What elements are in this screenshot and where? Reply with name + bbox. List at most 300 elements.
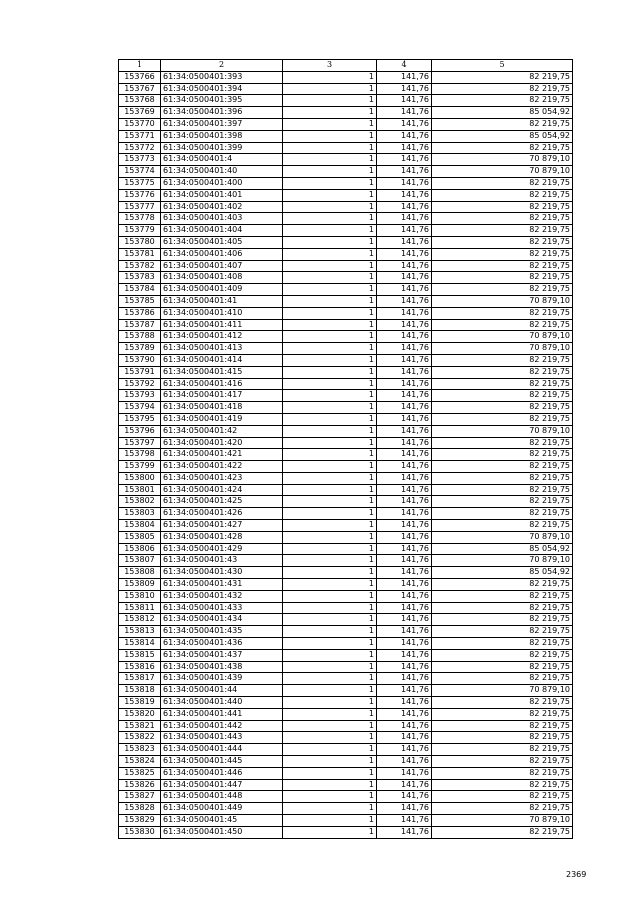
quantity-cell: 1 <box>283 638 377 650</box>
row-number-cell: 153785 <box>119 295 161 307</box>
table-row <box>119 307 573 319</box>
table-row <box>119 626 573 638</box>
value-cell: 85 054,92 <box>432 543 573 555</box>
row-number-cell: 153812 <box>119 614 161 626</box>
area-cell: 141,76 <box>377 331 432 343</box>
cadastral-number-cell: 61:34:0500401:415 <box>161 366 283 378</box>
area-cell: 141,76 <box>377 484 432 496</box>
quantity-cell: 1 <box>283 543 377 555</box>
quantity-cell: 1 <box>283 779 377 791</box>
value-cell: 82 219,75 <box>432 71 573 83</box>
cadastral-number-cell: 61:34:0500401:414 <box>161 354 283 366</box>
value-cell: 82 219,75 <box>432 248 573 260</box>
quantity-cell: 1 <box>283 791 377 803</box>
value-cell: 70 879,10 <box>432 331 573 343</box>
header-row <box>119 60 573 72</box>
table-row <box>119 815 573 827</box>
quantity-cell: 1 <box>283 201 377 213</box>
table-row <box>119 484 573 496</box>
table-row <box>119 602 573 614</box>
row-number-cell: 153817 <box>119 673 161 685</box>
value-cell: 82 219,75 <box>432 614 573 626</box>
cadastral-number-cell: 61:34:0500401:398 <box>161 130 283 142</box>
row-number-cell: 153797 <box>119 437 161 449</box>
quantity-cell: 1 <box>283 378 377 390</box>
value-cell: 82 219,75 <box>432 803 573 815</box>
area-cell: 141,76 <box>377 649 432 661</box>
cadastral-number-cell: 61:34:0500401:45 <box>161 815 283 827</box>
cadastral-number-cell: 61:34:0500401:438 <box>161 661 283 673</box>
area-cell: 141,76 <box>377 449 432 461</box>
row-number-cell: 153771 <box>119 130 161 142</box>
row-number-cell: 153814 <box>119 638 161 650</box>
row-number-cell: 153806 <box>119 543 161 555</box>
table-row <box>119 154 573 166</box>
cadastral-number-cell: 61:34:0500401:420 <box>161 437 283 449</box>
row-number-cell: 153824 <box>119 756 161 768</box>
cadastral-number-cell: 61:34:0500401:40 <box>161 166 283 178</box>
row-number-cell: 153811 <box>119 602 161 614</box>
value-cell: 82 219,75 <box>432 449 573 461</box>
cadastral-number-cell: 61:34:0500401:411 <box>161 319 283 331</box>
cadastral-number-cell: 61:34:0500401:409 <box>161 284 283 296</box>
area-cell: 141,76 <box>377 708 432 720</box>
row-number-cell: 153801 <box>119 484 161 496</box>
area-cell: 141,76 <box>377 744 432 756</box>
value-cell: 82 219,75 <box>432 697 573 709</box>
table-row <box>119 260 573 272</box>
quantity-cell: 1 <box>283 213 377 225</box>
cadastral-number-cell: 61:34:0500401:423 <box>161 472 283 484</box>
quantity-cell: 1 <box>283 331 377 343</box>
value-cell: 70 879,10 <box>432 685 573 697</box>
table-row <box>119 779 573 791</box>
area-cell: 141,76 <box>377 520 432 532</box>
quantity-cell: 1 <box>283 402 377 414</box>
quantity-cell: 1 <box>283 284 377 296</box>
area-cell: 141,76 <box>377 791 432 803</box>
quantity-cell: 1 <box>283 508 377 520</box>
quantity-cell: 1 <box>283 472 377 484</box>
area-cell: 141,76 <box>377 579 432 591</box>
value-cell: 82 219,75 <box>432 83 573 95</box>
area-cell: 141,76 <box>377 272 432 284</box>
cadastral-number-cell: 61:34:0500401:437 <box>161 649 283 661</box>
value-cell: 82 219,75 <box>432 260 573 272</box>
cadastral-number-cell: 61:34:0500401:418 <box>161 402 283 414</box>
area-cell: 141,76 <box>377 461 432 473</box>
quantity-cell: 1 <box>283 602 377 614</box>
table-row <box>119 402 573 414</box>
row-number-cell: 153795 <box>119 413 161 425</box>
quantity-cell: 1 <box>283 248 377 260</box>
row-number-cell: 153813 <box>119 626 161 638</box>
quantity-cell: 1 <box>283 461 377 473</box>
table-row <box>119 130 573 142</box>
table-row <box>119 567 573 579</box>
quantity-cell: 1 <box>283 720 377 732</box>
row-number-cell: 153777 <box>119 201 161 213</box>
row-number-cell: 153768 <box>119 95 161 107</box>
value-cell: 82 219,75 <box>432 708 573 720</box>
table-row <box>119 425 573 437</box>
table-row <box>119 378 573 390</box>
table-row <box>119 272 573 284</box>
column-header-1: 1 <box>119 60 161 72</box>
table-row <box>119 319 573 331</box>
area-cell: 141,76 <box>377 697 432 709</box>
value-cell: 82 219,75 <box>432 437 573 449</box>
table-row <box>119 520 573 532</box>
row-number-cell: 153787 <box>119 319 161 331</box>
value-cell: 82 219,75 <box>432 236 573 248</box>
table-row <box>119 95 573 107</box>
value-cell: 85 054,92 <box>432 130 573 142</box>
row-number-cell: 153783 <box>119 272 161 284</box>
value-cell: 82 219,75 <box>432 590 573 602</box>
row-number-cell: 153773 <box>119 154 161 166</box>
table-row <box>119 826 573 838</box>
row-number-cell: 153808 <box>119 567 161 579</box>
cadastral-number-cell: 61:34:0500401:425 <box>161 496 283 508</box>
table-row <box>119 213 573 225</box>
cadastral-number-cell: 61:34:0500401:432 <box>161 590 283 602</box>
row-number-cell: 153774 <box>119 166 161 178</box>
value-cell: 82 219,75 <box>432 673 573 685</box>
cadastral-number-cell: 61:34:0500401:402 <box>161 201 283 213</box>
quantity-cell: 1 <box>283 343 377 355</box>
row-number-cell: 153798 <box>119 449 161 461</box>
area-cell: 141,76 <box>377 425 432 437</box>
quantity-cell: 1 <box>283 413 377 425</box>
quantity-cell: 1 <box>283 826 377 838</box>
value-cell: 82 219,75 <box>432 402 573 414</box>
cadastral-number-cell: 61:34:0500401:401 <box>161 189 283 201</box>
row-number-cell: 153789 <box>119 343 161 355</box>
area-cell: 141,76 <box>377 354 432 366</box>
value-cell: 82 219,75 <box>432 307 573 319</box>
table-row <box>119 390 573 402</box>
area-cell: 141,76 <box>377 83 432 95</box>
area-cell: 141,76 <box>377 685 432 697</box>
table-row <box>119 661 573 673</box>
cadastral-number-cell: 61:34:0500401:399 <box>161 142 283 154</box>
value-cell: 82 219,75 <box>432 579 573 591</box>
row-number-cell: 153823 <box>119 744 161 756</box>
value-cell: 82 219,75 <box>432 413 573 425</box>
value-cell: 82 219,75 <box>432 649 573 661</box>
value-cell: 82 219,75 <box>432 272 573 284</box>
value-cell: 82 219,75 <box>432 779 573 791</box>
cadastral-number-cell: 61:34:0500401:429 <box>161 543 283 555</box>
table-row <box>119 107 573 119</box>
area-cell: 141,76 <box>377 95 432 107</box>
quantity-cell: 1 <box>283 154 377 166</box>
quantity-cell: 1 <box>283 579 377 591</box>
value-cell: 82 219,75 <box>432 354 573 366</box>
row-number-cell: 153804 <box>119 520 161 532</box>
area-cell: 141,76 <box>377 567 432 579</box>
row-number-cell: 153790 <box>119 354 161 366</box>
quantity-cell: 1 <box>283 567 377 579</box>
cadastral-number-cell: 61:34:0500401:448 <box>161 791 283 803</box>
area-cell: 141,76 <box>377 213 432 225</box>
cadastral-number-cell: 61:34:0500401:404 <box>161 225 283 237</box>
cadastral-number-cell: 61:34:0500401:403 <box>161 213 283 225</box>
table-row <box>119 225 573 237</box>
table-row <box>119 496 573 508</box>
table-row <box>119 472 573 484</box>
table-row <box>119 543 573 555</box>
row-number-cell: 153830 <box>119 826 161 838</box>
row-number-cell: 153781 <box>119 248 161 260</box>
value-cell: 85 054,92 <box>432 567 573 579</box>
row-number-cell: 153816 <box>119 661 161 673</box>
area-cell: 141,76 <box>377 413 432 425</box>
row-number-cell: 153796 <box>119 425 161 437</box>
area-cell: 141,76 <box>377 118 432 130</box>
value-cell: 70 879,10 <box>432 154 573 166</box>
quantity-cell: 1 <box>283 803 377 815</box>
quantity-cell: 1 <box>283 708 377 720</box>
table-row <box>119 118 573 130</box>
value-cell: 70 879,10 <box>432 531 573 543</box>
value-cell: 82 219,75 <box>432 626 573 638</box>
quantity-cell: 1 <box>283 685 377 697</box>
value-cell: 82 219,75 <box>432 661 573 673</box>
cadastral-number-cell: 61:34:0500401:445 <box>161 756 283 768</box>
area-cell: 141,76 <box>377 284 432 296</box>
cadastral-number-cell: 61:34:0500401:435 <box>161 626 283 638</box>
table-row <box>119 638 573 650</box>
quantity-cell: 1 <box>283 614 377 626</box>
cadastral-number-cell: 61:34:0500401:433 <box>161 602 283 614</box>
quantity-cell: 1 <box>283 272 377 284</box>
cadastral-number-cell: 61:34:0500401:447 <box>161 779 283 791</box>
cadastral-number-cell: 61:34:0500401:444 <box>161 744 283 756</box>
table-row <box>119 720 573 732</box>
value-cell: 82 219,75 <box>432 767 573 779</box>
table-row <box>119 555 573 567</box>
column-header-4: 4 <box>377 60 432 72</box>
row-number-cell: 153770 <box>119 118 161 130</box>
cadastral-number-cell: 61:34:0500401:424 <box>161 484 283 496</box>
value-cell: 82 219,75 <box>432 472 573 484</box>
column-header-2: 2 <box>161 60 283 72</box>
row-number-cell: 153772 <box>119 142 161 154</box>
value-cell: 82 219,75 <box>432 720 573 732</box>
area-cell: 141,76 <box>377 803 432 815</box>
row-number-cell: 153825 <box>119 767 161 779</box>
quantity-cell: 1 <box>283 366 377 378</box>
table-row <box>119 71 573 83</box>
area-cell: 141,76 <box>377 166 432 178</box>
cadastral-number-cell: 61:34:0500401:395 <box>161 95 283 107</box>
quantity-cell: 1 <box>283 484 377 496</box>
area-cell: 141,76 <box>377 543 432 555</box>
quantity-cell: 1 <box>283 390 377 402</box>
table-row <box>119 83 573 95</box>
table-row <box>119 449 573 461</box>
cadastral-number-cell: 61:34:0500401:412 <box>161 331 283 343</box>
table-row <box>119 732 573 744</box>
quantity-cell: 1 <box>283 307 377 319</box>
area-cell: 141,76 <box>377 555 432 567</box>
table-row <box>119 295 573 307</box>
table-row <box>119 590 573 602</box>
area-cell: 141,76 <box>377 531 432 543</box>
table-row <box>119 461 573 473</box>
table-row <box>119 166 573 178</box>
quantity-cell: 1 <box>283 354 377 366</box>
table-row <box>119 343 573 355</box>
area-cell: 141,76 <box>377 437 432 449</box>
table-row <box>119 142 573 154</box>
area-cell: 141,76 <box>377 366 432 378</box>
quantity-cell: 1 <box>283 732 377 744</box>
cadastral-number-cell: 61:34:0500401:434 <box>161 614 283 626</box>
quantity-cell: 1 <box>283 107 377 119</box>
area-cell: 141,76 <box>377 130 432 142</box>
cadastral-number-cell: 61:34:0500401:449 <box>161 803 283 815</box>
row-number-cell: 153766 <box>119 71 161 83</box>
cadastral-number-cell: 61:34:0500401:419 <box>161 413 283 425</box>
cadastral-number-cell: 61:34:0500401:443 <box>161 732 283 744</box>
quantity-cell: 1 <box>283 425 377 437</box>
cadastral-number-cell: 61:34:0500401:407 <box>161 260 283 272</box>
page-number: 2369 <box>566 870 587 879</box>
data-table <box>118 59 573 839</box>
area-cell: 141,76 <box>377 720 432 732</box>
row-number-cell: 153810 <box>119 590 161 602</box>
table-row <box>119 437 573 449</box>
cadastral-number-cell: 61:34:0500401:405 <box>161 236 283 248</box>
value-cell: 82 219,75 <box>432 826 573 838</box>
area-cell: 141,76 <box>377 71 432 83</box>
cadastral-number-cell: 61:34:0500401:43 <box>161 555 283 567</box>
cadastral-number-cell: 61:34:0500401:421 <box>161 449 283 461</box>
quantity-cell: 1 <box>283 236 377 248</box>
value-cell: 82 219,75 <box>432 638 573 650</box>
area-cell: 141,76 <box>377 154 432 166</box>
area-cell: 141,76 <box>377 508 432 520</box>
cadastral-number-cell: 61:34:0500401:436 <box>161 638 283 650</box>
row-number-cell: 153821 <box>119 720 161 732</box>
area-cell: 141,76 <box>377 236 432 248</box>
quantity-cell: 1 <box>283 189 377 201</box>
cadastral-number-cell: 61:34:0500401:400 <box>161 177 283 189</box>
quantity-cell: 1 <box>283 590 377 602</box>
quantity-cell: 1 <box>283 130 377 142</box>
value-cell: 82 219,75 <box>432 177 573 189</box>
row-number-cell: 153776 <box>119 189 161 201</box>
row-number-cell: 153775 <box>119 177 161 189</box>
area-cell: 141,76 <box>377 815 432 827</box>
cadastral-number-cell: 61:34:0500401:406 <box>161 248 283 260</box>
quantity-cell: 1 <box>283 626 377 638</box>
quantity-cell: 1 <box>283 142 377 154</box>
table-row <box>119 413 573 425</box>
cadastral-number-cell: 61:34:0500401:431 <box>161 579 283 591</box>
value-cell: 82 219,75 <box>432 319 573 331</box>
table-row <box>119 354 573 366</box>
value-cell: 70 879,10 <box>432 425 573 437</box>
area-cell: 141,76 <box>377 602 432 614</box>
value-cell: 82 219,75 <box>432 390 573 402</box>
value-cell: 82 219,75 <box>432 95 573 107</box>
area-cell: 141,76 <box>377 343 432 355</box>
area-cell: 141,76 <box>377 673 432 685</box>
row-number-cell: 153788 <box>119 331 161 343</box>
area-cell: 141,76 <box>377 177 432 189</box>
cadastral-number-cell: 61:34:0500401:440 <box>161 697 283 709</box>
quantity-cell: 1 <box>283 649 377 661</box>
cadastral-number-cell: 61:34:0500401:426 <box>161 508 283 520</box>
cadastral-number-cell: 61:34:0500401:42 <box>161 425 283 437</box>
cadastral-number-cell: 61:34:0500401:442 <box>161 720 283 732</box>
quantity-cell: 1 <box>283 520 377 532</box>
value-cell: 82 219,75 <box>432 744 573 756</box>
table-row <box>119 201 573 213</box>
quantity-cell: 1 <box>283 531 377 543</box>
quantity-cell: 1 <box>283 767 377 779</box>
value-cell: 82 219,75 <box>432 225 573 237</box>
column-header-3: 3 <box>283 60 377 72</box>
table-row <box>119 767 573 779</box>
value-cell: 82 219,75 <box>432 484 573 496</box>
row-number-cell: 153828 <box>119 803 161 815</box>
table-row <box>119 579 573 591</box>
value-cell: 82 219,75 <box>432 201 573 213</box>
cadastral-number-cell: 61:34:0500401:394 <box>161 83 283 95</box>
row-number-cell: 153815 <box>119 649 161 661</box>
value-cell: 82 219,75 <box>432 378 573 390</box>
quantity-cell: 1 <box>283 225 377 237</box>
row-number-cell: 153802 <box>119 496 161 508</box>
row-number-cell: 153786 <box>119 307 161 319</box>
area-cell: 141,76 <box>377 638 432 650</box>
row-number-cell: 153822 <box>119 732 161 744</box>
value-cell: 82 219,75 <box>432 602 573 614</box>
value-cell: 82 219,75 <box>432 496 573 508</box>
area-cell: 141,76 <box>377 225 432 237</box>
quantity-cell: 1 <box>283 118 377 130</box>
quantity-cell: 1 <box>283 295 377 307</box>
cadastral-number-cell: 61:34:0500401:397 <box>161 118 283 130</box>
table-row <box>119 189 573 201</box>
quantity-cell: 1 <box>283 260 377 272</box>
cadastral-number-cell: 61:34:0500401:428 <box>161 531 283 543</box>
row-number-cell: 153767 <box>119 83 161 95</box>
cadastral-number-cell: 61:34:0500401:410 <box>161 307 283 319</box>
quantity-cell: 1 <box>283 697 377 709</box>
quantity-cell: 1 <box>283 83 377 95</box>
row-number-cell: 153799 <box>119 461 161 473</box>
column-header-5: 5 <box>432 60 573 72</box>
table-row <box>119 756 573 768</box>
quantity-cell: 1 <box>283 166 377 178</box>
table-row <box>119 685 573 697</box>
row-number-cell: 153818 <box>119 685 161 697</box>
table-row <box>119 508 573 520</box>
area-cell: 141,76 <box>377 767 432 779</box>
area-cell: 141,76 <box>377 189 432 201</box>
area-cell: 141,76 <box>377 378 432 390</box>
table-body <box>119 71 573 838</box>
area-cell: 141,76 <box>377 307 432 319</box>
quantity-cell: 1 <box>283 756 377 768</box>
cadastral-number-cell: 61:34:0500401:396 <box>161 107 283 119</box>
